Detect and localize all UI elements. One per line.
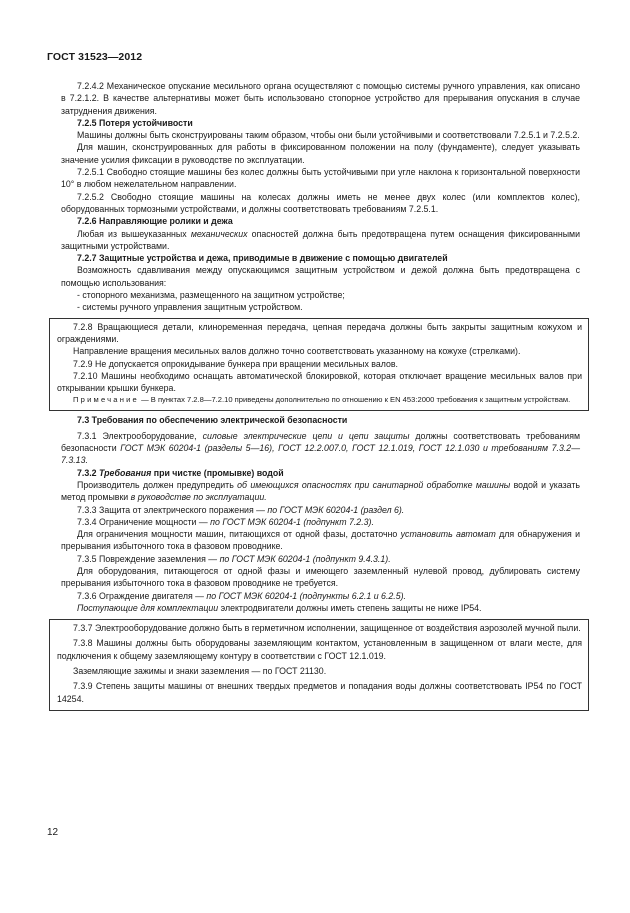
paragraph-737: 7.3.7 Электрооборудование должно быть в герметичном исполнении, защищенное от воздействия аэрозолей мучной пыли. — [73, 623, 581, 634]
paragraph-7242: 7.2.4.2 Механическое опускание месильного органа осуществляют с помощью системы ручного управления, как описано в 7.2.1.2. В качестве альтернативы может быть использовано стопорное устройство для прерывания опускания в случае затруднения движения. — [61, 81, 580, 116]
emphasis-text: установить автомат — [400, 529, 496, 540]
text-span: Для ограничения мощности машин, питающихся от одной фазы, достаточно — [77, 529, 401, 540]
emphasis-text: по ГОСТ МЭК 60204-1 (подпункты 6.2.1 и 6.2.5). — [206, 590, 406, 601]
paragraph-739: 7.3.9 Степень защиты машины от внешних твердых предметов и попадания воды должны соответствовать IP54 по ГОСТ 14254. — [57, 681, 582, 704]
paragraph-738: 7.3.8 Машины должны быть оборудованы заземляющим контактом, установленным в защищенном от влаги месте, для подключения к общему заземляющему контуру в соответствии с ГОСТ 12.1.019. — [57, 638, 582, 661]
emphasis-text: в руководстве по эксплуатации. — [130, 492, 267, 503]
text-span: электродвигатели должны иметь степень защиты не ниже IP54. — [218, 602, 482, 613]
emphasis-text: Требования — [99, 467, 152, 478]
paragraph-7251: 7.2.5.1 Свободно стоящие машины без колес должны быть устойчивыми при угле наклона к горизонтальной поверхности 10° в любом нежелательном направлении. — [61, 167, 580, 190]
paragraph-728b: Направление вращения месильных валов должно точно соответствовать указанному на кожухе (стрелками). — [73, 346, 521, 357]
paragraph-731 — [61, 430, 580, 467]
paragraph-736 — [61, 590, 580, 602]
paragraph-729: 7.2.9 Не допускается опрокидывание бункера при вращении месильных валов. — [73, 358, 398, 369]
paragraph-736b — [61, 602, 580, 614]
emphasis-text: по ГОСТ МЭК 60204-1 (раздел 6). — [267, 504, 405, 515]
paragraph-735b: Для оборудования, питающегося от одной фазы и имеющего заземленный нулевой провод, дублировать систему прерывания избыточного тока в фазовом проводнике не требуется. — [61, 565, 580, 589]
page-number: 12 — [47, 827, 59, 838]
paragraph-732 — [61, 479, 580, 504]
paragraph-735 — [61, 553, 580, 565]
emphasis-text: механических — [190, 228, 248, 239]
text-span: при чистке (промывке) водой — [151, 467, 284, 478]
heading-725: 7.2.5 Потеря устойчивости — [77, 117, 193, 128]
note-label: Примечание — [73, 395, 139, 405]
emphasis-text: по ГОСТ МЭК 60204-1 (подпункт 9.4.3.1). — [219, 553, 391, 564]
text-span: Производитель должен предупредить — [77, 479, 238, 490]
text-span: для обнаружения и прерывания избыточного тока в фазовом проводнике. — [61, 529, 580, 552]
document-body — [57, 80, 582, 714]
text-span: 7.3.6 Ограждение двигателя — — [77, 590, 207, 601]
text-span: 7.3.1 Электрооборудование, — [77, 430, 203, 441]
doc-header: ГОСТ 31523—2012 — [47, 51, 143, 63]
paragraph-734 — [61, 516, 580, 528]
emphasis-text: силовые электрические цепи и цепи защиты — [202, 430, 410, 441]
text-span: 7.3.5 Повреждение заземления — — [77, 553, 220, 564]
paragraph-725b: Для машин, сконструированных для работы в фиксированном положении на полу (фундаменте), следует указывать значение усилия фиксации в руководстве по эксплуатации. — [61, 142, 580, 165]
note — [57, 394, 582, 405]
emphasis-text: Поступающие для комплектации — [77, 602, 219, 613]
text-span: 7.3.3 Защита от электрического поражения — — [77, 504, 268, 515]
list-item: - стопорного механизма, размещенного на защитном устройстве; — [77, 290, 345, 301]
heading-726: 7.2.6 Направляющие ролики и дежа — [77, 216, 233, 227]
text-span: 7.3.4 Ограничение мощности — — [77, 516, 211, 527]
text-span: водой и указать метод промывки — [61, 479, 580, 503]
heading-727: 7.2.7 Защитные устройства и дежа, приводимые в движение с помощью двигателей — [77, 253, 448, 264]
paragraph-726 — [61, 228, 580, 253]
boxed-section-2 — [49, 619, 589, 711]
text-span: 7.3.2 — [77, 467, 100, 478]
paragraph-733 — [61, 504, 580, 516]
paragraph-7210: 7.2.10 Машины необходимо оснащать автоматической блокировкой, которая отключает вращение месильных валов при открывании крышки бункера. — [57, 370, 582, 394]
heading-73: 7.3 Требования по обеспечению электрической безопасности — [77, 415, 348, 426]
heading-732 — [61, 467, 580, 479]
emphasis-text: по ГОСТ МЭК 60204-1 (подпункт 7.2.3). — [210, 516, 374, 527]
boxed-section-1 — [49, 318, 589, 412]
text-span: должны соответствовать требованиям безопасности — [61, 430, 581, 454]
list-item: - системы ручного управления защитным устройством. — [77, 302, 303, 313]
text-span: Любая из вышеуказанных — [77, 228, 191, 239]
paragraph-734b — [61, 528, 580, 553]
emphasis-text: об имеющихся опасностях при санитарной обработке машины — [237, 479, 511, 490]
note-text: — В пунктах 7.2.8—7.2.10 приведены дополнительно по отношению к EN 453:2000 требования к защитным устройствам. — [138, 395, 571, 405]
text-span: опасностей должна быть предотвращена путем оснащения фиксированными защитными устройствами. — [61, 228, 580, 251]
paragraph-7252: 7.2.5.2 Свободно стоящие машины на колесах должны иметь не менее двух колес (или комплектов колес), оборудованных тормозными устройствами, и должны соответствовать требованиям 7.2.5.1. — [61, 191, 580, 214]
paragraph-725a: Машины должны быть сконструированы таким образом, чтобы они были устойчивыми и соответствовали 7.2.5.1 и 7.2.5.2. — [77, 130, 580, 141]
emphasis-text: ГОСТ МЭК 60204-1 (разделы 5—16), ГОСТ 12.2.007.0, ГОСТ 12.1.019, ГОСТ 12.1.030 и требованиям 7.3.2—7.3.13. — [61, 443, 580, 466]
paragraph-738b: Заземляющие зажимы и знаки заземления — по ГОСТ 21130. — [73, 666, 327, 677]
paragraph-727: Возможность сдавливания между опускающимся защитным устройством и дежой должна быть предотвращена с помощью использования: — [61, 265, 580, 288]
paragraph-728: 7.2.8 Вращающиеся детали, клиноременная передача, цепная передача должны быть закрыты защитным кожухом и ограждениями. — [57, 321, 582, 344]
